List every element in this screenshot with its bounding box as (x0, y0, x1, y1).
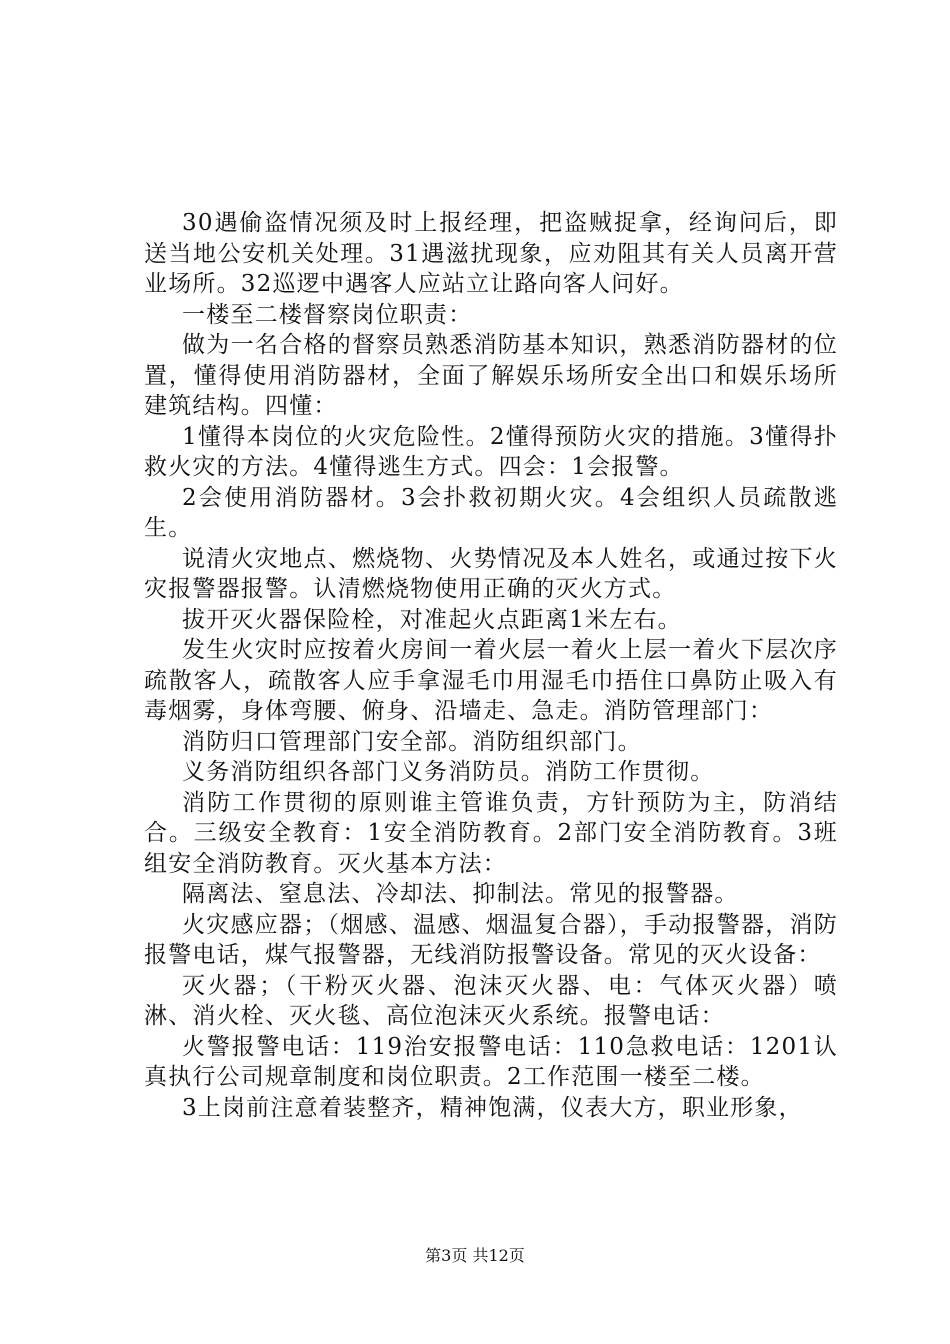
paragraph-15: 火警报警电话：119治安报警电话：110急救电话：1201认真执行公司规章制度和岗位职责。2工作范围一楼至二楼。 (144, 1033, 838, 1090)
paragraph-11: 消防工作贯彻的原则谁主管谁负责，方针预防为主，防消结合。三级安全教育：1安全消防教育。2部门安全消防教育。3班组安全消防教育。灭火基本方法： (144, 789, 838, 877)
paragraph-1: 30遇偷盗情况须及时上报经理，把盗贼捉拿，经询问后，即送当地公安机关处理。31遇滋扰现象，应劝阻其有关人员离开营业场所。32巡逻中遇客人应站立让路向客人问好。 (144, 210, 838, 297)
paragraph-3: 做为一名合格的督察员熟悉消防基本知识，熟悉消防器材的位置，懂得使用消防器材，全面了解娱乐场所安全出口和娱乐场所建筑结构。四懂： (144, 332, 838, 419)
paragraph-7: 拔开灭火器保险栓，对准起火点距离1米左右。 (182, 606, 682, 633)
paragraph-12: 隔离法、窒息法、冷却法、抑制法。常见的报警器。 (182, 881, 739, 907)
paragraph-6: 说清火灾地点、燃烧物、火势情况及本人姓名，或通过按下火灾报警器报警。认清燃烧物使用正确的灭火方式。 (144, 545, 838, 602)
paragraph-14: 灭火器；（干粉灭火器、泡沫灭火器、电：气体灭火器）喷淋、消火栓、灭火毯、高位泡沫灭火系统。报警电话： (144, 972, 838, 1029)
paragraph-2: 一楼至二楼督察岗位职责： (182, 301, 473, 328)
paragraph-9: 消防归口管理部门安全部。消防组织部门。 (182, 728, 642, 755)
paragraph-5: 2会使用消防器材。3会扑救初期火灾。4会组织人员疏散逃生。 (144, 484, 838, 541)
paragraph-10: 义务消防组织各部门义务消防员。消防工作贯彻。 (182, 759, 715, 785)
body-text (144, 208, 838, 1123)
paragraph-8: 发生火灾时应按着火房间一着火层一着火上层一着火下层次序疏散客人，疏散客人应手拿湿毛巾用湿毛巾捂住口鼻防止吸入有毒烟雾，身体弯腰、俯身、沿墙走、急走。消防管理部门： (144, 637, 838, 724)
paragraph-16: 3上岗前注意着装整齐，精神饱满，仪表大方，职业形象， (182, 1094, 803, 1121)
page-number-footer: 第3页 共12页 (425, 1246, 525, 1265)
paragraph-13: 火灾感应器；（烟感、温感、烟温复合器），手动报警器，消防报警电话，煤气报警器，无线消防报警设备。常见的灭火设备： (144, 911, 838, 968)
paragraph-4: 1懂得本岗位的火灾危险性。2懂得预防火灾的措施。3懂得扑救火灾的方法。4懂得逃生方式。四会：1会报警。 (144, 423, 838, 480)
